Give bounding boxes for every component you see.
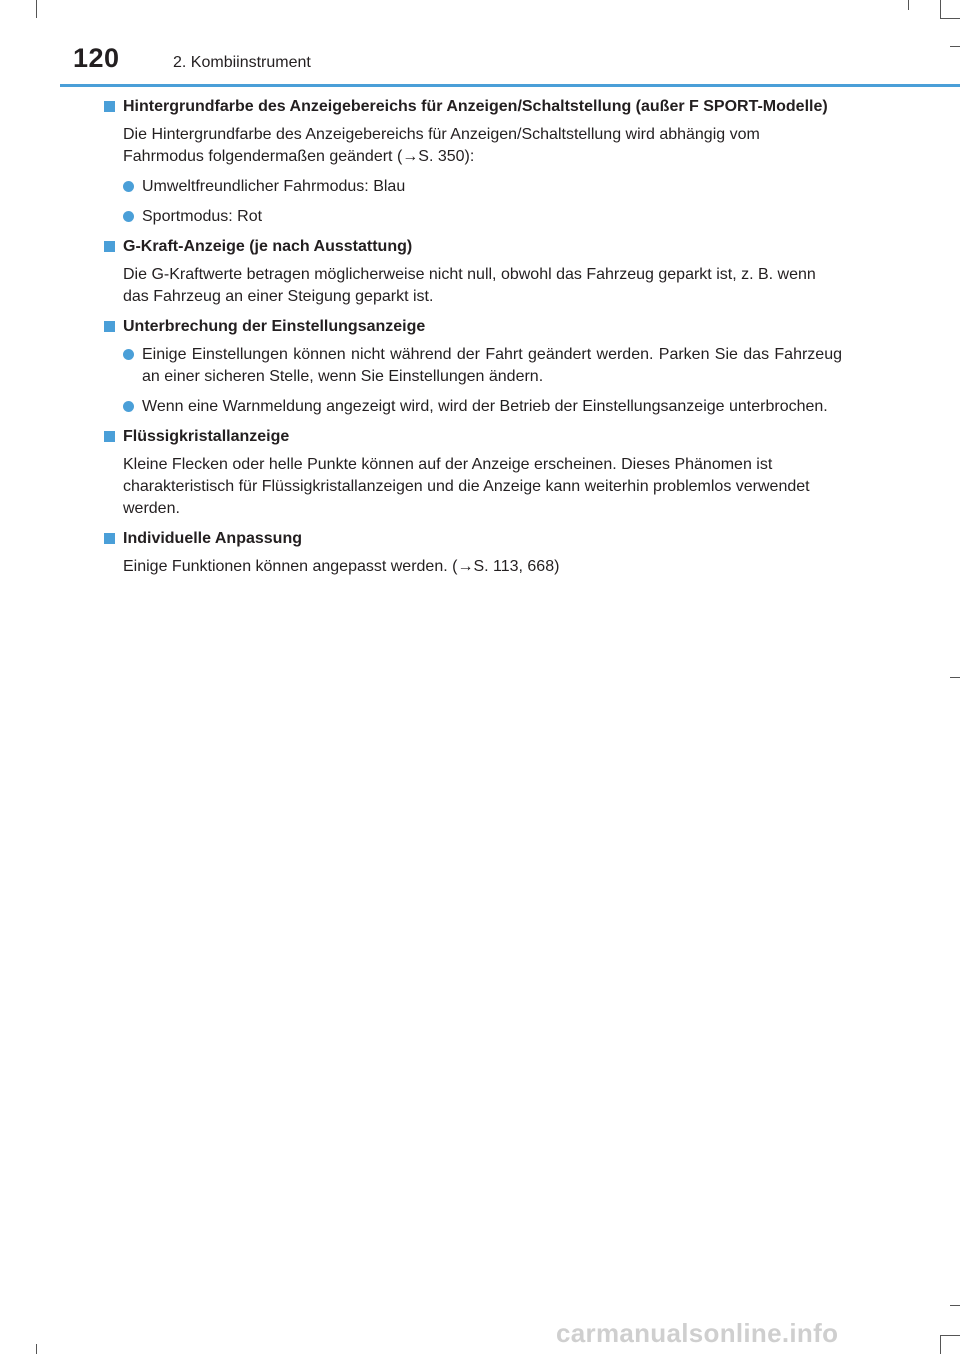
section-heading-text: Hintergrundfarbe des Anzeigebereichs für Anzeigen/Schaltstellung (außer F SPORT-Modelle) [123,98,828,115]
bullet-text: Umweltfreundlicher Fahrmodus: Blau [142,178,406,195]
page-number: 120 [73,43,120,73]
section-background-color [104,96,842,228]
circle-bullet-icon [123,349,134,360]
section-lcd [104,426,842,520]
section-heading [104,426,842,448]
bullet-item [123,176,842,198]
circle-bullet-icon [123,211,134,222]
section-paragraph: Die Hintergrundfarbe des Anzeigebereichs für Anzeigen/Schaltstellung wird abhängig vom Fahrmodus folgendermaßen geändert (→S. 350): [123,126,760,165]
square-bullet-icon [104,533,115,544]
square-bullet-icon [104,101,115,112]
circle-bullet-icon [123,181,134,192]
crop-mark [36,1344,37,1354]
section-heading [104,236,842,258]
bullet-item [123,344,842,388]
section-heading [104,528,842,550]
square-bullet-icon [104,431,115,442]
section-customization [104,528,842,578]
section-heading-text: Individuelle Anpassung [123,530,302,547]
section-heading-text: Flüssigkristallanzeige [123,428,290,445]
section-heading-text: Unterbrechung der Einstellungsanzeige [123,318,426,335]
section-heading [104,96,842,118]
section-heading [104,316,842,338]
bullet-item [123,396,842,418]
crop-mark [950,677,960,678]
crop-mark [950,1305,960,1306]
header-rule [60,84,960,87]
page-header [0,0,960,90]
section-settings-interruption [104,316,842,418]
section-g-force [104,236,842,308]
watermark: carmanualsonline.info [556,1318,839,1348]
crop-mark [940,1335,960,1336]
section-paragraph: Einige Funktionen können angepasst werden. (→S. 113, 668) [123,558,560,575]
bullet-text: Wenn eine Warnmeldung angezeigt wird, wird der Betrieb der Einstellungsanzeige unterbrochen. [142,398,828,415]
circle-bullet-icon [123,401,134,412]
section-paragraph: Die G-Kraftwerte betragen möglicherweise nicht null, obwohl das Fahrzeug geparkt ist, z. B. wenn das Fahrzeug an einer Steigung geparkt ist. [123,266,816,305]
chapter-title: 2. Kombiinstrument [173,54,311,71]
square-bullet-icon [104,241,115,252]
section-heading-text: G-Kraft-Anzeige (je nach Ausstattung) [123,238,413,255]
page-content [104,96,842,586]
bullet-text: Einige Einstellungen können nicht während der Fahrt geändert werden. Parken Sie das Fahrzeug an einer sicheren Stelle, wenn Sie Einstellungen ändern. [142,346,842,385]
bullet-text: Sportmodus: Rot [142,208,263,225]
bullet-item [123,206,842,228]
crop-mark [940,1335,941,1354]
section-paragraph: Kleine Flecken oder helle Punkte können auf der Anzeige erscheinen. Dieses Phänomen ist charakteristisch für Flüssigkristallanzeigen und die Anzeige kann weiterhin problemlos verwendet werden. [123,456,810,517]
square-bullet-icon [104,321,115,332]
